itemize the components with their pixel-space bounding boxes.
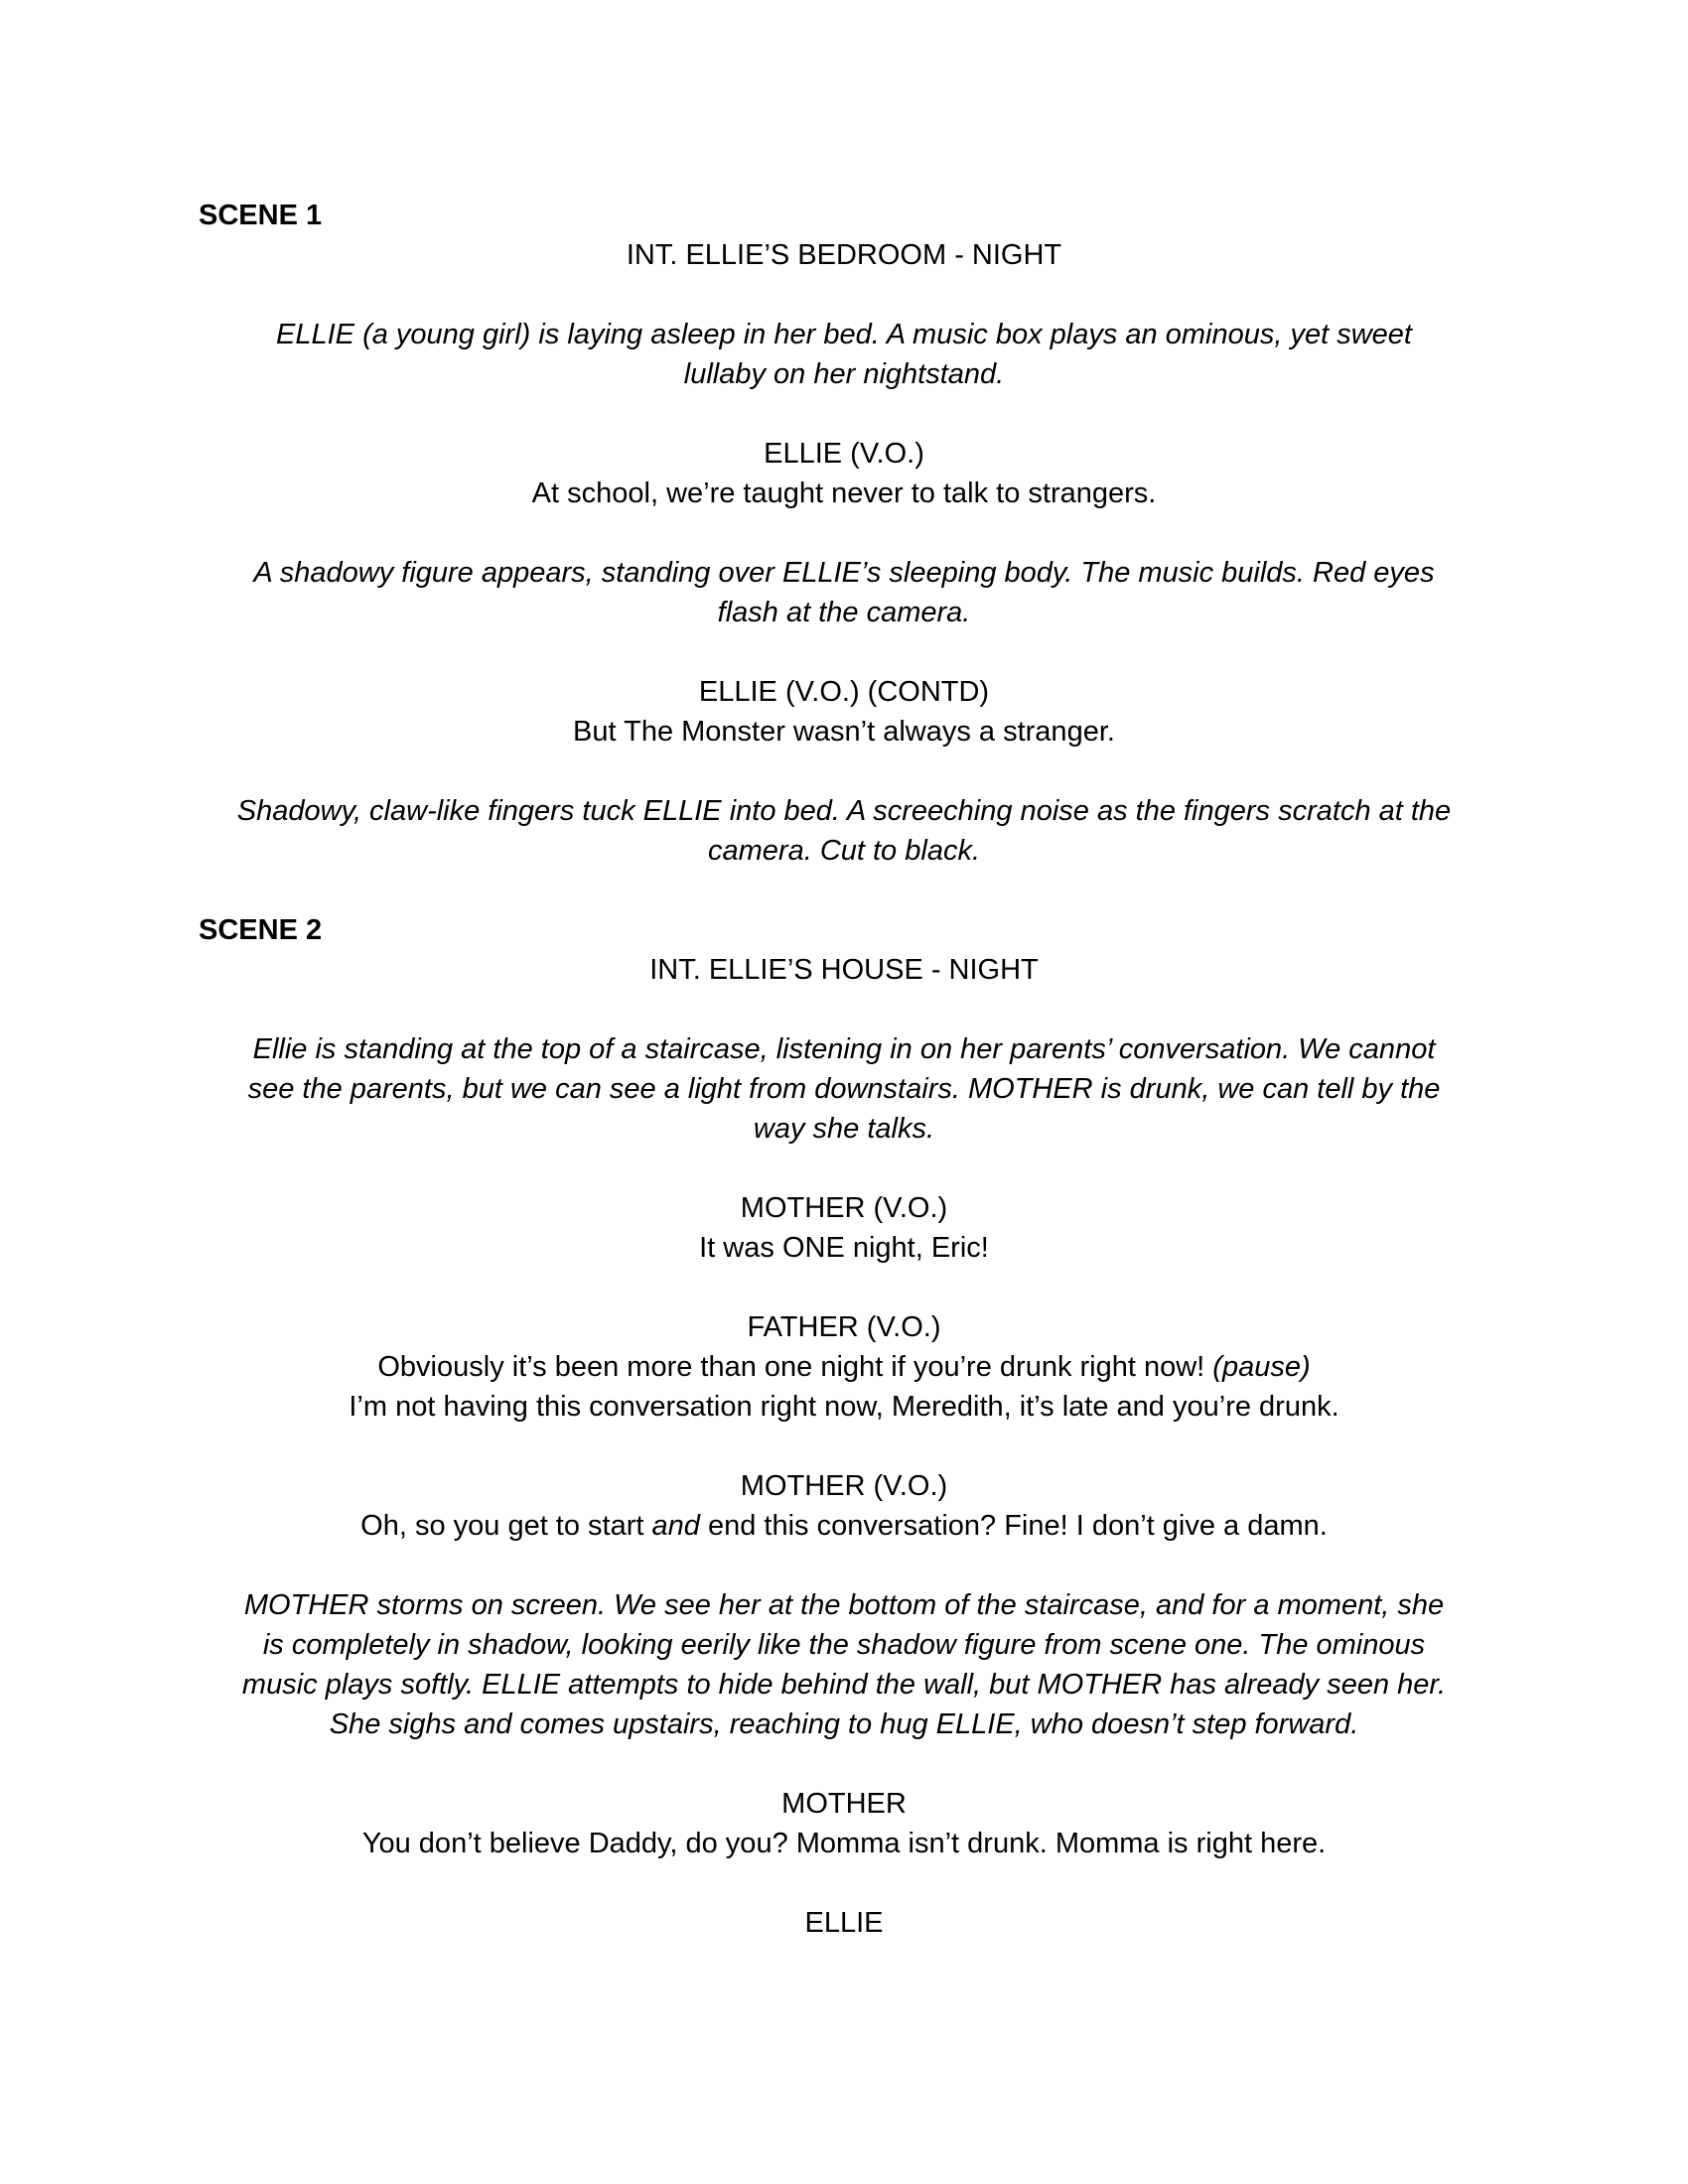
scene-2-dialogue-5-character: ELLIE	[804, 1907, 884, 1939]
scene-2-dialogue-4-line: You don’t believe Daddy, do you? Momma isn’t drunk. Momma is right here.	[361, 1828, 1327, 1859]
scene-2-dialogue-4-character: MOTHER	[781, 1788, 907, 1820]
scene-1-dialogue-2-line: But The Monster wasn’t always a stranger.	[573, 716, 1115, 748]
scene-1-action-1-line-2: lullaby on her nightstand.	[683, 358, 1005, 390]
scene-1-dialogue-1-character: ELLIE (V.O.)	[764, 438, 924, 470]
scene-1-action-2-line-1: A shadowy figure appears, standing over ELLIE’s sleeping body. The music builds. Red eyes	[253, 557, 1435, 589]
parenthetical: (pause)	[1212, 1351, 1311, 1383]
scene-2-action-2-line-4: She sighs and comes upstairs, reaching to hug ELLIE, who doesn’t step forward.	[329, 1708, 1359, 1740]
scene-2-action-1-line-1: Ellie is standing at the top of a staircase, listening in on her parents’ conversation. We cannot	[252, 1033, 1436, 1065]
scene-2-action-2-line-1: MOTHER storms on screen. We see her at the bottom of the staircase, and for a moment, she	[243, 1589, 1445, 1621]
scene-2-dialogue-2-line-2: I’m not having this conversation right now, Meredith, it’s late and you’re drunk.	[349, 1391, 1339, 1423]
dialogue-text-part-2: end this conversation? Fine! I don’t give a damn.	[699, 1510, 1328, 1542]
scene-2-slugline: INT. ELLIE’S HOUSE - NIGHT	[649, 954, 1039, 986]
scene-1-action-1-line-1: ELLIE (a young girl) is laying asleep in her bed. A music box plays an ominous, yet sweet	[276, 319, 1412, 350]
scene-2-heading: SCENE 2	[199, 914, 323, 946]
scene-1-action-3-line-2: camera. Cut to black.	[708, 835, 980, 867]
scene-2-dialogue-2-character: FATHER (V.O.)	[747, 1311, 941, 1343]
scene-2-action-2-line-3: music plays softly. ELLIE attempts to hide behind the wall, but MOTHER has already seen her.	[241, 1669, 1447, 1701]
scene-2-dialogue-2-line-1	[199, 1347, 1489, 1387]
dialogue-text: Obviously it’s been more than one night if you’re drunk right now!	[377, 1351, 1213, 1383]
dialogue-text-part-1: Oh, so you get to start	[360, 1510, 652, 1542]
scene-2-dialogue-3-character: MOTHER (V.O.)	[740, 1470, 948, 1502]
scene-2-action-1-line-2: see the parents, but we can see a light from downstairs. MOTHER is drunk, we can tell by the	[247, 1073, 1441, 1105]
scene-1-dialogue-2-character: ELLIE (V.O.) (CONTD)	[698, 676, 990, 708]
scene-2-action-1-line-3: way she talks.	[753, 1113, 935, 1145]
scene-1-action-2-line-2: flash at the camera.	[717, 597, 971, 628]
dialogue-emphasis: and	[651, 1510, 700, 1542]
scene-2-dialogue-1-line: It was ONE night, Eric!	[699, 1232, 989, 1264]
scene-1-slugline: INT. ELLIE’S BEDROOM - NIGHT	[626, 239, 1062, 271]
scene-1-heading: SCENE 1	[199, 200, 323, 231]
scene-1-dialogue-1-line: At school, we’re taught never to talk to strangers.	[531, 478, 1157, 509]
scene-2-dialogue-3-line	[199, 1506, 1489, 1546]
scene-1-action-3-line-1: Shadowy, claw-like fingers tuck ELLIE into bed. A screeching noise as the fingers scratch at the	[236, 795, 1452, 827]
scene-2-action-2-line-2: is completely in shadow, looking eerily like the shadow figure from scene one. The ominous	[262, 1629, 1426, 1661]
scene-2-dialogue-1-character: MOTHER (V.O.)	[740, 1192, 948, 1224]
